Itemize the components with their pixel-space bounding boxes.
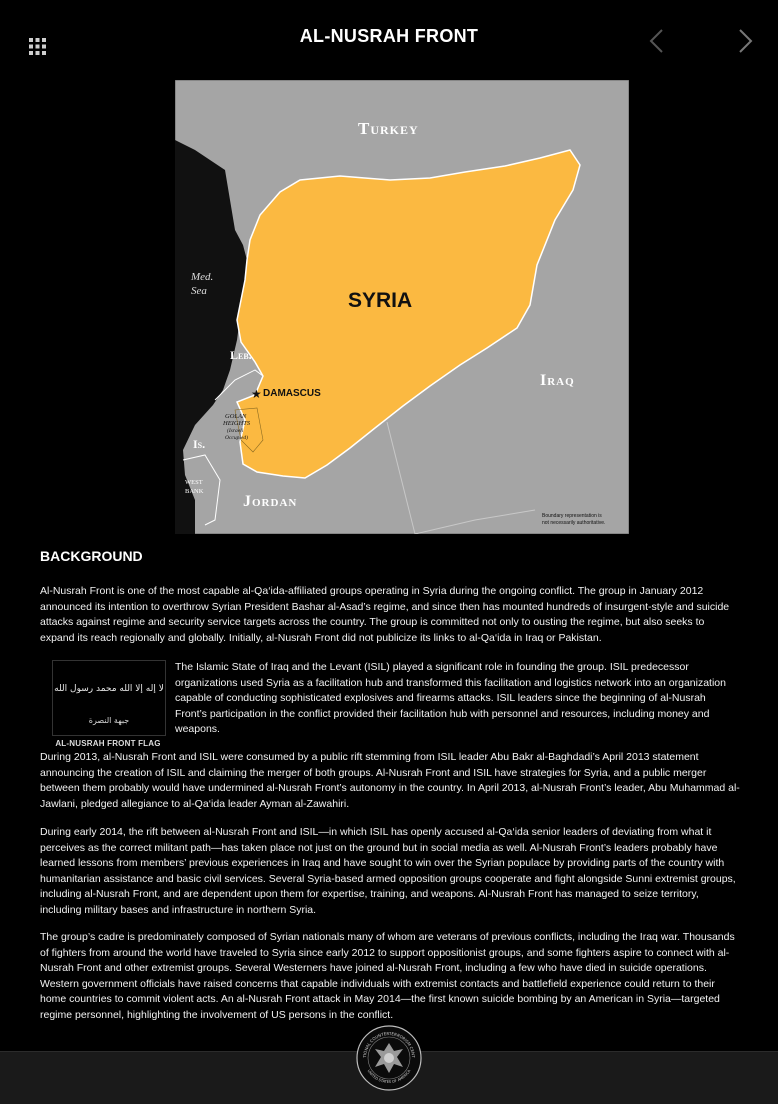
black-banner-flag-icon: [53, 661, 165, 735]
top-bar: [0, 0, 778, 75]
svg-text:لا إله إلا الله محمد رسول الله: لا إله إلا الله محمد رسول الله: [54, 684, 164, 694]
label-damascus: DAMASCUS: [263, 388, 321, 399]
syria-map: [175, 80, 629, 534]
background-paragraph-2: The Islamic State of Iraq and the Levant (ISIL) played a significant role in founding the group. ISIL predecessor organizations used Syria as a facilitation hub and transformed this facilitation and logistics network into an organization capable of conducting sophisticated explosives and firearms attacks. ISIL leaders since the beginning of al-Nusrah Front’s participation in the conflict provided their facilitation hub with personnel and resources, including money and weapons.: [175, 661, 726, 735]
section-title-background: BACKGROUND: [40, 548, 143, 564]
background-paragraph-5: The group’s cadre is predominately composed of Syrian nationals many of whom are veterans of previous conflicts, including the Iraq war. Thousands of fighters from around the world have traveled to Syria since early 2012 to support oppositionist groups, and some fighters aspire to connect with al-Nusrah Front and other extremist groups. Several Westerners have joined al-Nusrah Front, including a few who have died in suicide operations. Western government officials have raised concerns that capable individuals with extremist contacts and battlefield experience could return to their home countries to commit violent acts. An al-Nusrah Front attack in May 2014—the first known suicide bombing by an American in Syria—targeted regime personnel, highlighting the involvement of US persons in the conflict.: [40, 931, 735, 1021]
label-golan-4: Occupied): [225, 435, 248, 441]
label-west-bank-1: WEST: [185, 479, 203, 486]
label-turkey: Turkey: [358, 119, 419, 138]
label-west-bank-2: BANK: [185, 488, 204, 495]
background-paragraph-3: During 2013, al-Nusrah Front and ISIL were consumed by a public rift stemming from ISIL leader Abu Bakr al-Baghdadi’s April 2013 statement announcing the creation of ISIL and claiming the merger of both groups. Al-Nusrah Front and ISIL have strategies for Syria, and a public merger between them probably would have undermined al-Nusrah Front’s autonomy in the country. In April 2013, al-Nusrah Front’s leader, Abu Muhammad al-Jawlani, pledged allegiance to al-Qa‘ida leader Ayman al-Zawahiri.: [40, 751, 740, 810]
capital-star-icon: ★: [251, 387, 262, 401]
label-israel: Is.: [193, 437, 206, 451]
label-lebanon: Leb.: [230, 348, 252, 362]
label-jordan: Jordan: [243, 493, 298, 510]
label-syria: SYRIA: [348, 289, 413, 312]
map-disclaimer-2: not necessarily authoritative.: [542, 520, 606, 526]
page-title: AL-NUSRAH FRONT: [299, 26, 479, 46]
label-golan-1: GOLAN: [225, 413, 247, 420]
label-med-sea-1: Med.: [191, 271, 214, 283]
chevron-right-icon[interactable]: [738, 28, 754, 54]
label-iraq: Iraq: [540, 372, 575, 389]
nctc-seal-icon[interactable]: [356, 1025, 422, 1091]
label-golan-2: HEIGHTS: [223, 420, 251, 427]
label-med-sea-2: Sea: [191, 285, 207, 297]
svg-text:جبهة النصرة: جبهة النصرة: [88, 716, 130, 725]
flag-caption: AL-NUSRAH FRONT FLAG: [55, 739, 161, 748]
damascus-marker: [251, 387, 321, 401]
flag-image: [52, 660, 166, 736]
svg-text:NATIONAL COUNTERTERRORISM CENT: TIONAL COUNTERTERRORISM CENT: [361, 1030, 417, 1058]
svg-text:UNITED STATES OF AMERICA: UNITED STATES OF AMERICA: [366, 1069, 412, 1085]
label-golan-3: (Israeli: [227, 428, 244, 434]
chevron-left-icon[interactable]: [648, 28, 664, 54]
background-paragraph-4: During early 2014, the rift between al-Nusrah Front and ISIL—in which ISIL has openly accused al-Qa‘ida senior leaders of deviating from what it perceives as the correct militant path—has taken place not just on the ground but in social media as well. Al-Nusrah Front’s leaders probably have learned lessons from members’ previous experiences in Iraq and have sought to win over the Syrian populace by providing parts of the country with humanitarian assistance and basic civil services. Several Syria-based armed opposition groups cooperate and fight alongside Sunni extremist groups, including al-Nusrah Front, and are dependent upon them for expertise, training, and weapons. Al-Nusrah Front has managed to seize territory, including military bases and infrastructure in northern Syria.: [40, 826, 736, 916]
background-paragraph-1: Al-Nusrah Front is one of the most capable al-Qa‘ida-affiliated groups operating in Syria during the ongoing conflict. The group in January 2012 announced its intention to overthrow Syrian President Bashar al-Asad’s regime, and since then has mounted hundreds of insurgent-style and suicide attacks against regime and security service targets across the country. The group is committed not only to ousting the regime, but also seeks to expand its reach regionally and globally. Initially, al-Nusrah Front did not publicize its links to al-Qa‘ida in Iraq or Pakistan.: [40, 585, 730, 644]
map-disclaimer-1: Boundary representation is: [542, 513, 602, 519]
